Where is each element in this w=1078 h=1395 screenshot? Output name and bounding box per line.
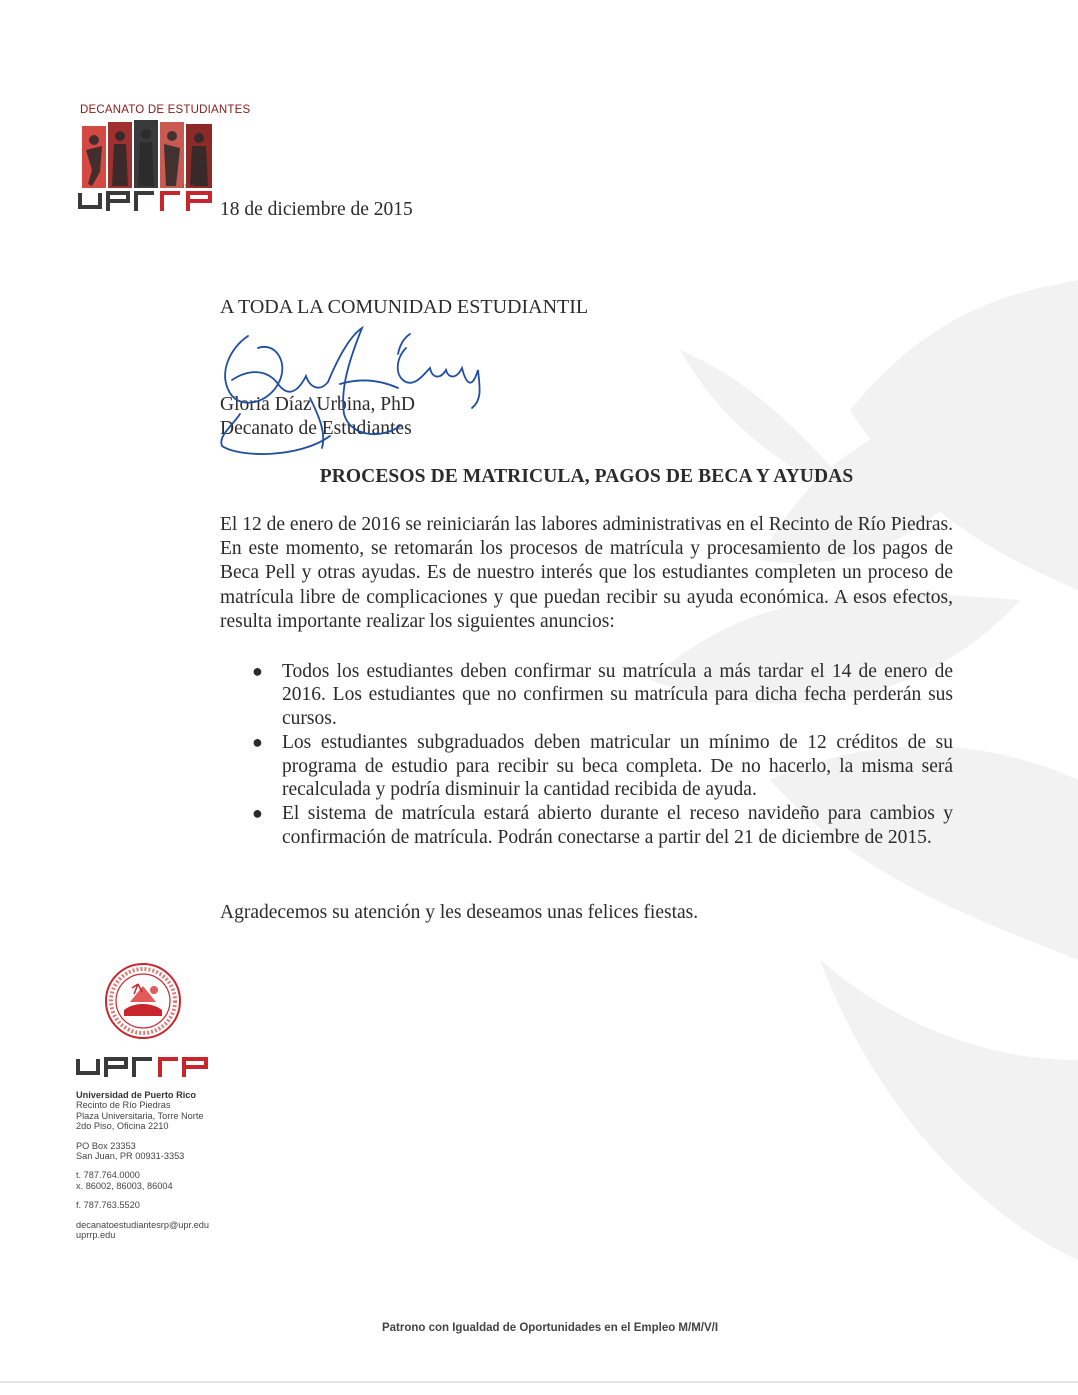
city-zip: San Juan, PR 00931-3353 <box>76 1151 185 1162</box>
department-logo <box>78 104 251 214</box>
building-address: Plaza Universitaria, Torre Norte <box>76 1110 204 1121</box>
phone-number: t. 787.764.0000 <box>76 1170 140 1181</box>
letter-date: 18 de diciembre de 2015 <box>220 199 413 220</box>
footer-contact <box>76 1090 209 1249</box>
uprrp-brand-mark <box>78 189 216 211</box>
list-item <box>220 802 953 849</box>
subject-title: PROCESOS DE MATRICULA, PAGOS DE BECA Y AYUDAS <box>319 466 854 487</box>
announcements-list <box>220 660 953 850</box>
list-item-text: Todos los estudiantes deben confirmar su matrícula a más tardar el 14 de enero de 2016. Los estudiantes que no confirmen su matrícula para dicha fecha perderán sus cursos. <box>282 661 953 729</box>
email-address: decanatoestudiantesrp@upr.edu <box>76 1219 209 1230</box>
department-name: DECANATO DE ESTUDIANTES <box>80 104 251 116</box>
sender-name: Gloria Díaz Urbina, PhD <box>220 394 415 415</box>
list-item <box>220 660 953 730</box>
recipient-line: A TODA LA COMUNIDAD ESTUDIANTIL <box>220 296 589 318</box>
sender-title: Decanato de Estudiantes <box>220 418 412 439</box>
equal-opportunity-notice: Patrono con Igualdad de Oportunidades en el Empleo M/M/V/I <box>381 1322 719 1334</box>
brand-year: 1903 <box>182 184 194 190</box>
handwritten-signature <box>210 318 500 468</box>
body-paragraph: El 12 de enero de 2016 se reiniciarán las labores administrativas en el Recinto de Río Piedras. En este momento, se retomarán los procesos de matrícula y procesamiento de los pagos de Beca Pell y otras ayudas. Es de nuestro interés que los estudiantes completen un proceso de matrícula libre de complicaciones y que puedan recibir su ayuda económica. A esos efectos, resulta importante realizar los siguientes anuncios: <box>220 514 953 632</box>
fax-number: f. 787.763.5520 <box>76 1200 140 1211</box>
bullet-icon: ● <box>252 803 263 824</box>
university-seal-icon <box>104 962 182 1040</box>
po-box: PO Box 23353 <box>76 1140 136 1151</box>
university-name: Universidad de Puerto Rico <box>76 1090 196 1100</box>
list-item-text: El sistema de matrícula estará abierto durante el receso navideño para cambios y confirmación de matrícula. Podrán conectarse a partir del 21 de diciembre de 2015. <box>282 803 953 848</box>
uprrp-footer-logo <box>76 1053 210 1077</box>
phone-extensions: x. 86002, 86003, 86004 <box>76 1180 173 1191</box>
campus-name: Recinto de Río Piedras <box>76 1100 171 1111</box>
list-item <box>220 731 953 801</box>
students-photo-strip <box>78 120 214 190</box>
office-floor: 2do Piso, Oficina 2210 <box>76 1121 169 1132</box>
scan-edge-line <box>0 1381 1078 1383</box>
website: uprrp.edu <box>76 1230 116 1241</box>
closing-line: Agradecemos su atención y les deseamos unas felices fiestas. <box>220 902 699 923</box>
list-item-text: Los estudiantes subgraduados deben matricular un mínimo de 12 créditos de su programa de estudio para recibir su beca completa. De no hacerlo, la misma será recalculada y podría disminuir la cantidad recibida de ayuda. <box>282 732 953 801</box>
bullet-icon: ● <box>252 732 263 753</box>
bullet-icon: ● <box>252 661 263 681</box>
